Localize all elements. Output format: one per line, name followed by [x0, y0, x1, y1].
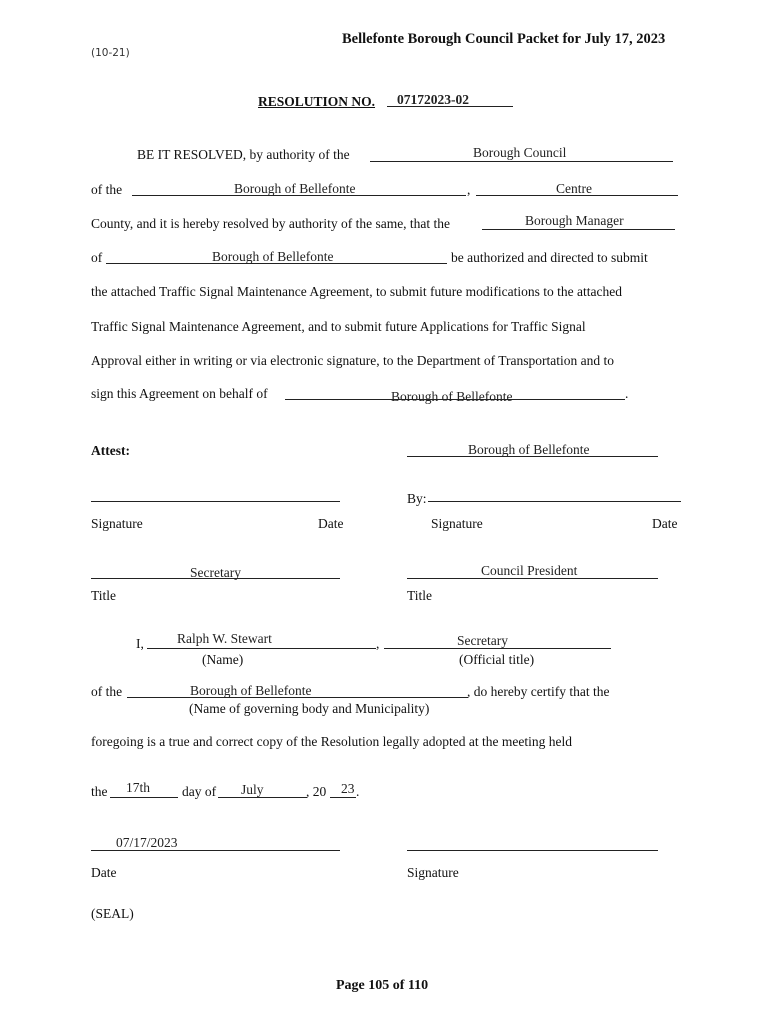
- resolution-number[interactable]: 07172023-02: [397, 92, 469, 107]
- form-code: (10-21): [91, 47, 130, 59]
- certifier-name[interactable]: Ralph W. Stewart: [177, 631, 272, 646]
- by-title-label: Title: [407, 588, 433, 603]
- attest-label: Attest:: [91, 443, 130, 458]
- day-value[interactable]: 17th: [126, 780, 151, 795]
- month-value[interactable]: July: [241, 782, 264, 797]
- day-of-label: day of: [182, 784, 217, 799]
- by-signature-label: Signature: [431, 516, 483, 531]
- year-line: [330, 797, 356, 798]
- county-value[interactable]: Centre: [556, 181, 592, 196]
- attest-title-value[interactable]: Secretary: [190, 565, 241, 580]
- of-the-label: of the: [91, 182, 123, 197]
- resolution-label: RESOLUTION NO.: [258, 94, 376, 109]
- resolved-prefix: BE IT RESOLVED, by authority of the: [137, 147, 350, 162]
- attest-entity[interactable]: Borough of Bellefonte: [468, 442, 590, 457]
- cert-of-the-label: of the: [91, 684, 123, 699]
- by-signature-line[interactable]: [428, 501, 681, 502]
- official-title-value[interactable]: Secretary: [457, 633, 508, 648]
- by-label: By:: [407, 491, 427, 506]
- period: .: [625, 386, 629, 401]
- year-value[interactable]: 23: [341, 781, 355, 796]
- body-line-6: Traffic Signal Maintenance Agreement, and to submit future Applications for Traffic Signal: [91, 319, 586, 334]
- behalf-value[interactable]: Borough of Bellefonte: [391, 389, 513, 404]
- municipality-value[interactable]: Borough of Bellefonte: [234, 181, 356, 196]
- of-label: of: [91, 250, 103, 265]
- body-line-7: Approval either in writing or via electronic signature, to the Department of Transportation and to: [91, 353, 614, 368]
- governing-body-value[interactable]: Borough of Bellefonte: [190, 683, 312, 698]
- county-resolved-text: County, and it is hereby resolved by authority of the same, that the: [91, 216, 451, 231]
- date-value[interactable]: 07/17/2023: [116, 835, 178, 850]
- attest-title-label: Title: [91, 588, 117, 603]
- name-line: [147, 648, 376, 649]
- by-date-label: Date: [652, 516, 678, 531]
- i-label: I,: [136, 636, 144, 651]
- seal-label: (SEAL): [91, 906, 134, 921]
- page-number: Page 105 of 110: [336, 978, 429, 993]
- by-title-value[interactable]: Council President: [481, 563, 578, 578]
- final-signature-line[interactable]: [407, 850, 658, 851]
- authority-line: [370, 161, 673, 162]
- authority-value[interactable]: Borough Council: [473, 145, 567, 160]
- final-signature-label: Signature: [407, 865, 459, 880]
- day-line: [110, 797, 178, 798]
- official-line: [482, 229, 675, 230]
- municipality-value-2[interactable]: Borough of Bellefonte: [212, 249, 334, 264]
- date-label: Date: [91, 865, 117, 880]
- packet-title: Bellefonte Borough Council Packet for July 17, 2023: [342, 31, 666, 47]
- certify-text: , do hereby certify that the: [467, 684, 610, 699]
- sign-on-behalf-text: sign this Agreement on behalf of: [91, 386, 268, 401]
- attest-signature-label: Signature: [91, 516, 143, 531]
- attest-date-label: Date: [318, 516, 344, 531]
- cert-comma: ,: [376, 636, 380, 651]
- official-value[interactable]: Borough Manager: [525, 213, 624, 228]
- comma: ,: [467, 182, 471, 197]
- attest-signature-line[interactable]: [91, 501, 340, 502]
- body-line-5: the attached Traffic Signal Maintenance Agreement, to submit future modifications to the attached: [91, 284, 622, 299]
- name-caption: (Name): [202, 652, 244, 667]
- authorized-text: be authorized and directed to submit: [451, 250, 648, 265]
- year-period: .: [356, 784, 360, 799]
- governing-caption: (Name of governing body and Municipality): [189, 701, 430, 716]
- year-prefix: , 20: [306, 784, 327, 799]
- foregoing-text: foregoing is a true and correct copy of the Resolution legally adopted at the meeting held: [91, 734, 572, 749]
- title-caption: (Official title): [459, 652, 535, 667]
- the-label: the: [91, 784, 108, 799]
